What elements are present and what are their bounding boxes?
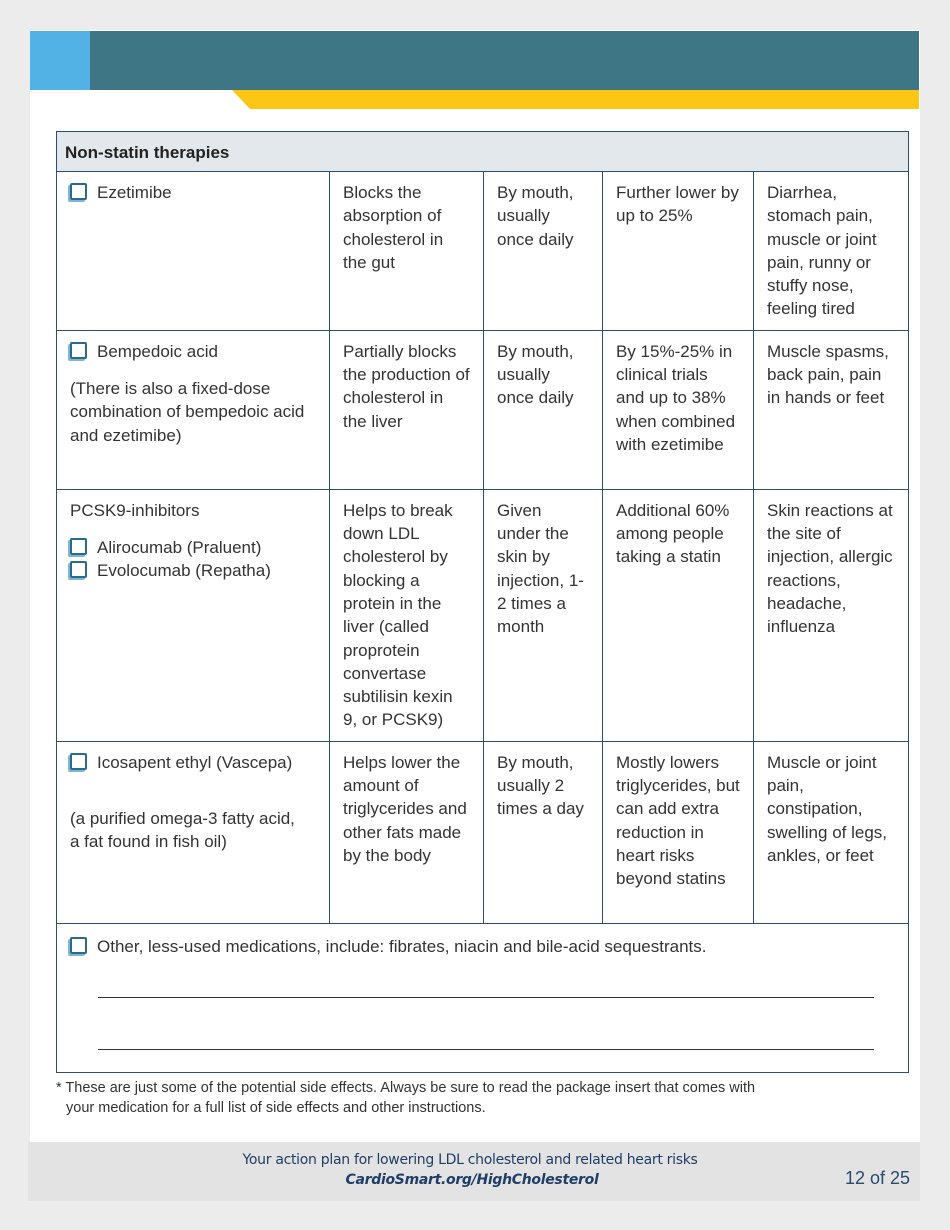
checkbox-option[interactable] [70, 935, 895, 958]
table-row [57, 489, 909, 741]
side-effects-cell: Skin reactions at the site of injection, allergic reactions, headache, influenza [754, 489, 909, 741]
checkbox-option[interactable] [70, 181, 316, 204]
checkbox-option[interactable] [70, 536, 316, 559]
footnote [56, 1078, 856, 1118]
header-yellow-stripe [232, 90, 919, 109]
how-taken-cell: Given under the skin by injection, 1-2 times a month [484, 489, 603, 741]
how-it-works-cell: Blocks the absorption of cholesterol in the gut [330, 172, 484, 331]
table-row [57, 172, 909, 331]
checkbox-option[interactable] [70, 340, 316, 363]
table-row [57, 741, 909, 923]
medication-cell [57, 172, 330, 331]
how-it-works-cell: Helps to break down LDL cholesterol by blocking a protein in the liver (called proprotein convertase subtilisin kexin 9, or PCSK9) [330, 489, 484, 741]
how-taken-cell: By mouth, usually once daily [484, 172, 603, 331]
checkbox-option[interactable] [70, 751, 316, 774]
table-row [57, 330, 909, 489]
medication-name: Ezetimibe [97, 183, 172, 202]
footnote-line: your medication for a full list of side effects and other instructions. [66, 1100, 486, 1116]
other-medications-cell [57, 923, 909, 1072]
medication-note: (a purified omega-3 fatty acid, a fat found in fish oil) [70, 809, 295, 852]
checkbox-icon[interactable] [70, 753, 87, 770]
checkbox-icon[interactable] [70, 538, 87, 555]
side-effects-cell: Muscle or joint pain, constipation, swelling of legs, ankles, or feet [754, 741, 909, 923]
other-medications-label: Other, less-used medications, include: fibrates, niacin and bile-acid sequestrants. [97, 936, 707, 956]
medication-cell [57, 330, 330, 489]
checkbox-icon[interactable] [70, 561, 87, 578]
side-effects-cell: Diarrhea, stomach pain, muscle or joint pain, runny or stuffy nose, feeling tired [754, 172, 909, 331]
how-taken-cell: By mouth, usually once daily [484, 330, 603, 489]
checkbox-icon[interactable] [70, 937, 87, 954]
page-number: 12 of 25 [844, 1168, 910, 1188]
medication-cell [57, 741, 330, 923]
medication-name: Icosapent ethyl (Vascepa) [97, 752, 293, 772]
how-it-works-cell: Helps lower the amount of triglycerides and other fats made by the body [330, 741, 484, 923]
write-in-line[interactable] [98, 1049, 874, 1050]
footer-tagline: Your action plan for lowering LDL cholesterol and related heart risks [242, 1152, 698, 1168]
how-taken-cell: By mouth, usually 2 times a day [484, 741, 603, 923]
write-in-line[interactable] [98, 997, 874, 998]
ldl-effect-cell: By 15%-25% in clinical trials and up to 38% when combined with ezetimibe [603, 330, 754, 489]
checkbox-icon[interactable] [70, 183, 87, 200]
medication-name: Bempedoic acid [97, 341, 218, 361]
non-statin-table [56, 131, 909, 1073]
medication-note: (There is also a fixed-dose combination of bempedoic acid and ezetimibe) [70, 379, 305, 445]
table-section-header [57, 132, 909, 172]
header-accent-block [30, 31, 90, 90]
ldl-effect-cell: Mostly lowers triglycerides, but can add extra reduction in heart risks beyond statins [603, 741, 754, 923]
side-effects-cell: Muscle spasms, back pain, pain in hands or feet [754, 330, 909, 489]
ldl-effect-cell: Additional 60% among people taking a statin [603, 489, 754, 741]
header-bar [30, 31, 919, 90]
checkbox-option[interactable] [70, 559, 316, 582]
how-it-works-cell: Partially blocks the production of cholesterol in the liver [330, 330, 484, 489]
checkbox-icon[interactable] [70, 342, 87, 359]
ldl-effect-cell: Further lower by up to 25% [603, 172, 754, 331]
medication-cell [57, 489, 330, 741]
table-row-other [57, 923, 909, 1072]
medication-group-label: PCSK9-inhibitors [70, 500, 200, 520]
footer-url-link[interactable]: CardioSmart.org/HighCholesterol [345, 1172, 599, 1188]
medication-name: Evolocumab (Repatha) [97, 561, 271, 581]
medication-name: Alirocumab (Praluent) [97, 538, 262, 558]
section-title: Non-statin therapies [57, 132, 909, 172]
footnote-line: * These are just some of the potential side effects. Always be sure to read the package insert that comes with [56, 1080, 756, 1096]
